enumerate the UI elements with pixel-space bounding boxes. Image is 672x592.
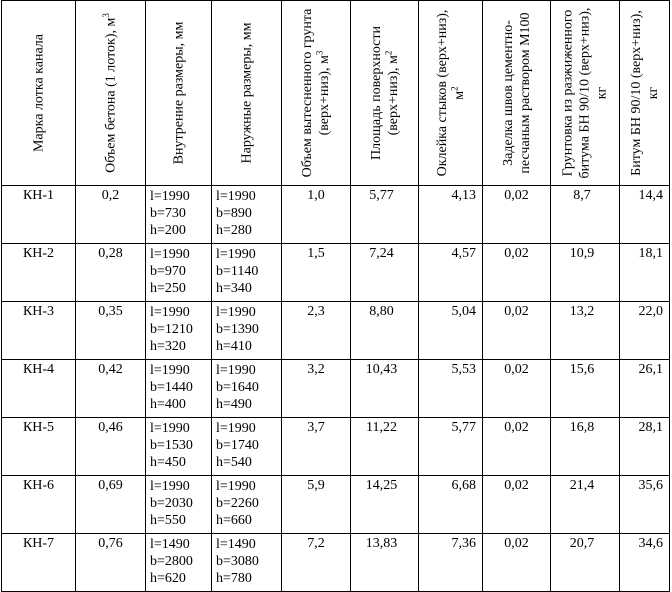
dimension-line: h=250 [150, 281, 186, 296]
joint-gluing-cell: 5,77 [419, 418, 483, 476]
header-superscript: 2 [382, 50, 393, 56]
header-inner-dims [146, 1, 212, 186]
seam-sealing-cell: 0,02 [483, 418, 551, 476]
surface-area-cell: 14,25 [351, 476, 419, 534]
header-label [560, 5, 611, 181]
dimension-line: l=1990 [150, 421, 190, 436]
dimension-line: b=1140 [216, 264, 259, 279]
header-label [30, 5, 47, 181]
header-label [102, 5, 119, 181]
header-label [238, 5, 255, 181]
dimension-line: l=1990 [150, 363, 190, 378]
outer-dims-cell [212, 244, 282, 302]
dimension-line: l=1990 [216, 305, 256, 320]
dimension-line: h=540 [216, 455, 252, 470]
table-body [2, 186, 670, 592]
joint-gluing-cell: 6,68 [419, 476, 483, 534]
bitumen-cell: 35,6 [620, 476, 670, 534]
surface-area-cell: 11,22 [351, 418, 419, 476]
header-text: Наружные размеры, мм [239, 22, 254, 164]
concrete-volume-cell: 0,46 [76, 418, 146, 476]
concrete-volume-cell: 0,69 [76, 476, 146, 534]
dimension-line: h=340 [216, 281, 252, 296]
bitumen-cell: 22,0 [620, 302, 670, 360]
outer-dims-cell [212, 418, 282, 476]
dimension-line: h=550 [150, 513, 186, 528]
outer-dims-cell [212, 476, 282, 534]
header-bitumen-primer [551, 1, 620, 186]
dimension-line: l=1990 [150, 479, 190, 494]
dimension-line: b=1530 [150, 438, 193, 453]
header-text: Грунтовка из разжиженного битума БН 90/10 (верх+низ), кг [560, 7, 610, 179]
bitumen-cell: 18,1 [620, 244, 670, 302]
header-text: Внутрение размеры, мм [171, 21, 186, 165]
bitumen-cell: 14,4 [620, 186, 670, 244]
bitumen-primer-cell: 20,7 [551, 534, 620, 592]
seam-sealing-cell: 0,02 [483, 476, 551, 534]
bitumen-primer-cell: 16,8 [551, 418, 620, 476]
surface-area-cell: 7,24 [351, 244, 419, 302]
mark-cell: КН-2 [2, 244, 76, 302]
dimension-line: h=490 [216, 397, 252, 412]
soil-volume-cell: 2,3 [282, 302, 351, 360]
joint-gluing-cell: 5,53 [419, 360, 483, 418]
table-row [2, 418, 670, 476]
dimension-line: b=2260 [216, 496, 259, 511]
bitumen-primer-cell: 13,2 [551, 302, 620, 360]
dimension-line: b=970 [150, 264, 186, 279]
bitumen-primer-cell: 21,4 [551, 476, 620, 534]
joint-gluing-cell: 4,57 [419, 244, 483, 302]
dimension-line: b=730 [150, 206, 186, 221]
soil-volume-cell: 1,0 [282, 186, 351, 244]
dimension-line: l=1490 [216, 537, 256, 552]
inner-dims-cell [146, 244, 212, 302]
dimension-line: h=400 [150, 397, 186, 412]
dimension-line: b=890 [216, 206, 252, 221]
header-text: Площадь поверхности (верх+низ), м [368, 26, 401, 160]
concrete-volume-cell: 0,35 [76, 302, 146, 360]
dimension-line: l=1990 [150, 189, 190, 204]
dimension-line: b=3080 [216, 554, 259, 569]
mark-cell: КН-3 [2, 302, 76, 360]
soil-volume-cell: 1,5 [282, 244, 351, 302]
bitumen-cell: 34,6 [620, 534, 670, 592]
header-label [500, 5, 534, 181]
header-outer-dims [212, 1, 282, 186]
mark-cell: КН-1 [2, 186, 76, 244]
dimension-line: b=1740 [216, 438, 259, 453]
table-row [2, 302, 670, 360]
mark-cell: КН-4 [2, 360, 76, 418]
header-superscript: 3 [314, 50, 325, 56]
header-superscript: 3 [100, 13, 111, 18]
bitumen-primer-cell: 15,6 [551, 360, 620, 418]
dimension-line: l=1990 [150, 247, 190, 262]
dimension-line: l=1990 [216, 421, 256, 436]
bitumen-cell: 28,1 [620, 418, 670, 476]
dimension-line: b=1440 [150, 380, 193, 395]
header-label [299, 5, 333, 181]
dimension-line: h=410 [216, 339, 252, 354]
table-row [2, 534, 670, 592]
dimension-line: h=780 [216, 571, 252, 586]
header-concrete-volume [76, 1, 146, 186]
surface-area-cell: 13,83 [351, 534, 419, 592]
channel-tray-spec-table [1, 0, 670, 592]
dimension-line: h=660 [216, 513, 252, 528]
header-mark [2, 1, 76, 186]
dimension-line: h=280 [216, 223, 252, 238]
surface-area-cell: 8,80 [351, 302, 419, 360]
dimension-line: b=2030 [150, 496, 193, 511]
seam-sealing-cell: 0,02 [483, 534, 551, 592]
inner-dims-cell [146, 186, 212, 244]
concrete-volume-cell: 0,28 [76, 244, 146, 302]
inner-dims-cell [146, 360, 212, 418]
header-label [628, 5, 662, 181]
inner-dims-cell [146, 302, 212, 360]
mark-cell: КН-5 [2, 418, 76, 476]
outer-dims-cell [212, 360, 282, 418]
dimension-line: l=1990 [216, 247, 256, 262]
outer-dims-cell [212, 302, 282, 360]
seam-sealing-cell: 0,02 [483, 186, 551, 244]
header-label [368, 5, 402, 181]
dimension-line: h=200 [150, 223, 186, 238]
dimension-line: l=1990 [216, 189, 256, 204]
header-label [170, 5, 187, 181]
seam-sealing-cell: 0,02 [483, 360, 551, 418]
joint-gluing-cell: 7,36 [419, 534, 483, 592]
dimension-line: l=1990 [216, 363, 256, 378]
header-joint-gluing [419, 1, 483, 186]
dimension-line: l=1990 [216, 479, 256, 494]
header-seam-sealing [483, 1, 551, 186]
dimension-line: b=1640 [216, 380, 259, 395]
header-bitumen [620, 1, 670, 186]
dimension-line: l=1490 [150, 537, 190, 552]
dimension-line: l=1990 [150, 305, 190, 320]
soil-volume-cell: 3,2 [282, 360, 351, 418]
inner-dims-cell [146, 476, 212, 534]
dimension-line: b=1210 [150, 322, 193, 337]
header-superscript: 2 [448, 86, 459, 91]
soil-volume-cell: 7,2 [282, 534, 351, 592]
bitumen-primer-cell: 8,7 [551, 186, 620, 244]
mark-cell: КН-7 [2, 534, 76, 592]
bitumen-cell: 26,1 [620, 360, 670, 418]
table-row [2, 360, 670, 418]
dimension-line: h=450 [150, 455, 186, 470]
table-row [2, 186, 670, 244]
seam-sealing-cell: 0,02 [483, 302, 551, 360]
header-text: Объем вытесненного грунта (верх+низ), м [300, 8, 332, 178]
inner-dims-cell [146, 418, 212, 476]
outer-dims-cell [212, 534, 282, 592]
header-label [434, 5, 468, 181]
joint-gluing-cell: 4,13 [419, 186, 483, 244]
surface-area-cell: 10,43 [351, 360, 419, 418]
header-text: Оклейка стыков (верх+низ), м [434, 9, 467, 177]
outer-dims-cell [212, 186, 282, 244]
header-row [2, 1, 670, 186]
joint-gluing-cell: 5,04 [419, 302, 483, 360]
bitumen-primer-cell: 10,9 [551, 244, 620, 302]
header-surface-area [351, 1, 419, 186]
table-row [2, 244, 670, 302]
concrete-volume-cell: 0,2 [76, 186, 146, 244]
header-soil-volume [282, 1, 351, 186]
soil-volume-cell: 5,9 [282, 476, 351, 534]
header-text: Заделка швов цементно-песчаным раствором М100 [500, 12, 533, 174]
dimension-line: h=320 [150, 339, 186, 354]
seam-sealing-cell: 0,02 [483, 244, 551, 302]
soil-volume-cell: 3,7 [282, 418, 351, 476]
concrete-volume-cell: 0,42 [76, 360, 146, 418]
table-row [2, 476, 670, 534]
concrete-volume-cell: 0,76 [76, 534, 146, 592]
mark-cell: КН-6 [2, 476, 76, 534]
dimension-line: b=2800 [150, 554, 193, 569]
header-text: Объем бетона (1 лоток), м [103, 17, 118, 173]
dimension-line: b=1390 [216, 322, 259, 337]
surface-area-cell: 5,77 [351, 186, 419, 244]
header-text: Битум БН 90/10 (верх+низ), кг [628, 10, 661, 176]
inner-dims-cell [146, 534, 212, 592]
dimension-line: h=620 [150, 571, 186, 586]
header-text: Марка лотка канала [31, 33, 46, 153]
